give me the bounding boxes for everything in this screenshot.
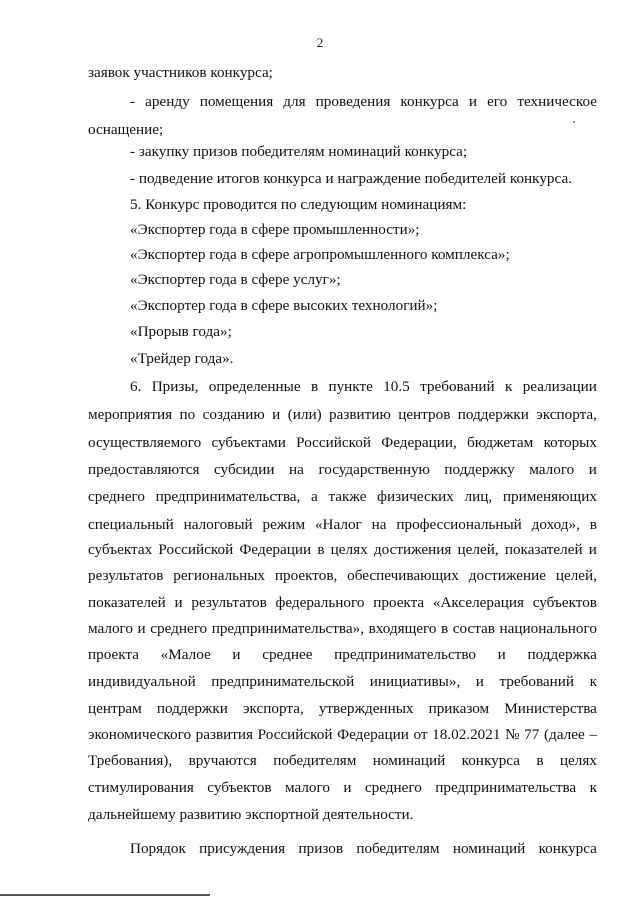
word: федерального <box>275 594 365 611</box>
text-line <box>88 779 597 797</box>
word: достижения <box>373 541 452 558</box>
word: конкурса <box>400 93 459 110</box>
word: Требования), <box>88 752 173 769</box>
word: Федерации <box>337 726 409 743</box>
word: и <box>588 461 597 478</box>
word: (или) <box>287 406 322 423</box>
word: физических <box>377 488 454 505</box>
word: государственную <box>318 461 430 478</box>
word: специальный <box>88 516 174 533</box>
text-line <box>88 752 597 770</box>
word: поддержка <box>527 646 597 663</box>
word: экономического <box>88 726 192 743</box>
word: малого <box>529 461 575 478</box>
word: целях <box>559 752 597 769</box>
word: предпринимательской <box>211 673 355 690</box>
word: номинаций <box>452 840 526 857</box>
word: предпринимательства», <box>211 620 365 637</box>
word: проекта <box>88 646 139 663</box>
text-line <box>88 488 597 506</box>
word: национального <box>499 620 597 637</box>
word: проекта <box>373 594 425 611</box>
word: профессиональный <box>396 516 522 533</box>
word: малого <box>284 779 330 796</box>
word: требований <box>420 378 495 395</box>
word: Федерации <box>239 541 312 558</box>
word: налоговый <box>183 516 253 533</box>
text-line <box>88 700 597 718</box>
word: субъектах <box>88 541 153 558</box>
word: по <box>179 406 196 423</box>
word: к <box>589 673 597 690</box>
word: малого <box>88 620 133 637</box>
text-line <box>88 434 597 452</box>
word: Министерства <box>504 700 597 717</box>
text-line: «Прорыв года»; <box>130 323 232 340</box>
word: а <box>311 488 318 505</box>
text-line <box>130 93 597 111</box>
word: применяющих <box>502 488 597 505</box>
word: и <box>468 93 477 110</box>
word: предпринимательства, <box>155 488 301 505</box>
word: стимулирования <box>88 779 194 796</box>
word: результатов <box>88 567 164 584</box>
word: проектов, <box>274 567 338 584</box>
word: поддержку <box>444 461 515 478</box>
word: - <box>130 93 136 110</box>
word: от <box>413 726 428 743</box>
word: 18.02.2021 <box>432 726 501 743</box>
word: Порядок <box>130 840 186 857</box>
word: в <box>536 752 544 769</box>
word: среднее <box>262 646 313 663</box>
word: 77 <box>524 726 540 743</box>
word: номинаций <box>372 752 446 769</box>
word: к <box>504 378 513 395</box>
word: определенные <box>208 378 301 395</box>
word: центров <box>398 406 451 423</box>
word: пункте <box>328 378 373 395</box>
word: развития <box>195 726 254 743</box>
word: аренду <box>145 93 190 110</box>
word: показателей <box>88 594 166 611</box>
word: Российской <box>158 541 234 558</box>
word: достижение <box>468 567 546 584</box>
text-line <box>88 726 597 744</box>
text-line <box>88 406 597 424</box>
word: «Налог <box>314 516 362 533</box>
text-line: оснащение; <box>88 121 164 138</box>
word: и <box>343 779 352 796</box>
text-line <box>88 673 597 691</box>
word: доход», <box>531 516 580 533</box>
scan-speck <box>573 121 575 123</box>
word: «Акселерация <box>432 594 524 611</box>
word: 6. <box>130 378 142 395</box>
word: и <box>588 541 597 558</box>
word: требований <box>499 673 575 690</box>
text-line <box>88 461 597 479</box>
word: техническое <box>517 93 597 110</box>
text-line <box>88 620 597 638</box>
word: его <box>487 93 508 110</box>
text-line <box>88 646 597 664</box>
text-line: «Трейдер года». <box>130 350 234 367</box>
word: для <box>283 93 306 110</box>
word: № <box>505 726 520 743</box>
word: поддержки <box>457 406 529 423</box>
word: осуществляемого <box>88 434 202 451</box>
word: и <box>232 646 241 663</box>
word: к <box>589 779 597 796</box>
word: конкурса <box>461 752 520 769</box>
word: индивидуальной <box>88 673 196 690</box>
word: реализации <box>522 378 597 395</box>
text-line: дальнейшему развитию экспортной деятельности. <box>88 806 414 823</box>
word: и <box>497 646 506 663</box>
text-line <box>130 840 597 858</box>
text-line: - подведение итогов конкурса и награждение победителей конкурса. <box>130 170 572 187</box>
word: Российской <box>257 726 333 743</box>
word: «Малое <box>160 646 211 663</box>
word: субсидии <box>214 461 275 478</box>
word: обеспечивающих <box>347 567 459 584</box>
word: и <box>475 673 484 690</box>
word: и <box>137 620 146 637</box>
text-line <box>130 378 597 396</box>
word: – <box>589 726 597 743</box>
word: в <box>310 378 319 395</box>
word: предоставляются <box>88 461 200 478</box>
word: состав <box>452 620 495 637</box>
text-line: 5. Конкурс проводится по следующим номинациям: <box>130 196 467 213</box>
word: предпринимательства <box>435 779 577 796</box>
word: вручаются <box>188 752 257 769</box>
scan-edge-line <box>0 894 210 896</box>
word: поддержки <box>156 700 228 717</box>
word: входящего <box>368 620 437 637</box>
word: среднего <box>364 779 422 796</box>
text-line: «Экспортер года в сфере высоких технологий»; <box>130 297 438 314</box>
word: Федерации, <box>381 434 457 451</box>
word: приказом <box>428 700 490 717</box>
word: Призы, <box>151 378 199 395</box>
word: среднего <box>150 620 208 637</box>
word: в <box>441 620 449 637</box>
word: лиц, <box>464 488 493 505</box>
text-line <box>88 567 597 585</box>
text-line: «Экспортер года в сфере агропромышленного комплекса»; <box>130 246 510 263</box>
text-line: «Экспортер года в сфере промышленности»; <box>130 221 420 238</box>
word: (далее <box>543 726 585 743</box>
word: и <box>174 594 183 611</box>
word: субъектов <box>532 594 597 611</box>
word: мероприятия <box>88 406 173 423</box>
text-line: «Экспортер года в сфере услуг»; <box>130 271 341 288</box>
word: целях <box>330 541 368 558</box>
word: режим <box>262 516 306 533</box>
word: присуждения <box>199 840 286 857</box>
word: 10.5 <box>383 378 410 395</box>
word: инициативы», <box>369 673 461 690</box>
text-line <box>88 516 597 534</box>
word: на <box>289 461 304 478</box>
word: центрам <box>88 700 142 717</box>
word: субъектов <box>207 779 272 796</box>
word: также <box>328 488 367 505</box>
word: утвержденных <box>318 700 414 717</box>
word: победителям <box>273 752 357 769</box>
word: которых <box>543 434 597 451</box>
word: региональных <box>173 567 266 584</box>
word: бюджетам <box>467 434 534 451</box>
word: призов <box>298 840 343 857</box>
word: развитию <box>329 406 391 423</box>
word: целей, <box>457 541 499 558</box>
word: предпринимательство <box>334 646 476 663</box>
word: созданию <box>202 406 265 423</box>
word: экспорта, <box>536 406 597 423</box>
page-number: 2 <box>316 35 324 50</box>
word: Российской <box>296 434 371 451</box>
word: в <box>317 541 325 558</box>
word: результатов <box>191 594 267 611</box>
word: экспорта, <box>243 700 304 717</box>
text-line <box>88 541 597 559</box>
word: на <box>371 516 387 533</box>
word: показателей <box>504 541 583 558</box>
word: в <box>589 516 597 533</box>
word: победителям <box>356 840 440 857</box>
word: среднего <box>88 488 145 505</box>
word: помещения <box>199 93 274 110</box>
word: конкурса <box>538 840 597 857</box>
text-line: - закупку призов победителям номинаций конкурса; <box>130 143 468 160</box>
text-line: заявок участников конкурса; <box>88 64 273 81</box>
word: целей, <box>555 567 597 584</box>
word: проведения <box>315 93 391 110</box>
word: и <box>272 406 281 423</box>
text-line <box>88 594 597 612</box>
word: субъектами <box>211 434 286 451</box>
